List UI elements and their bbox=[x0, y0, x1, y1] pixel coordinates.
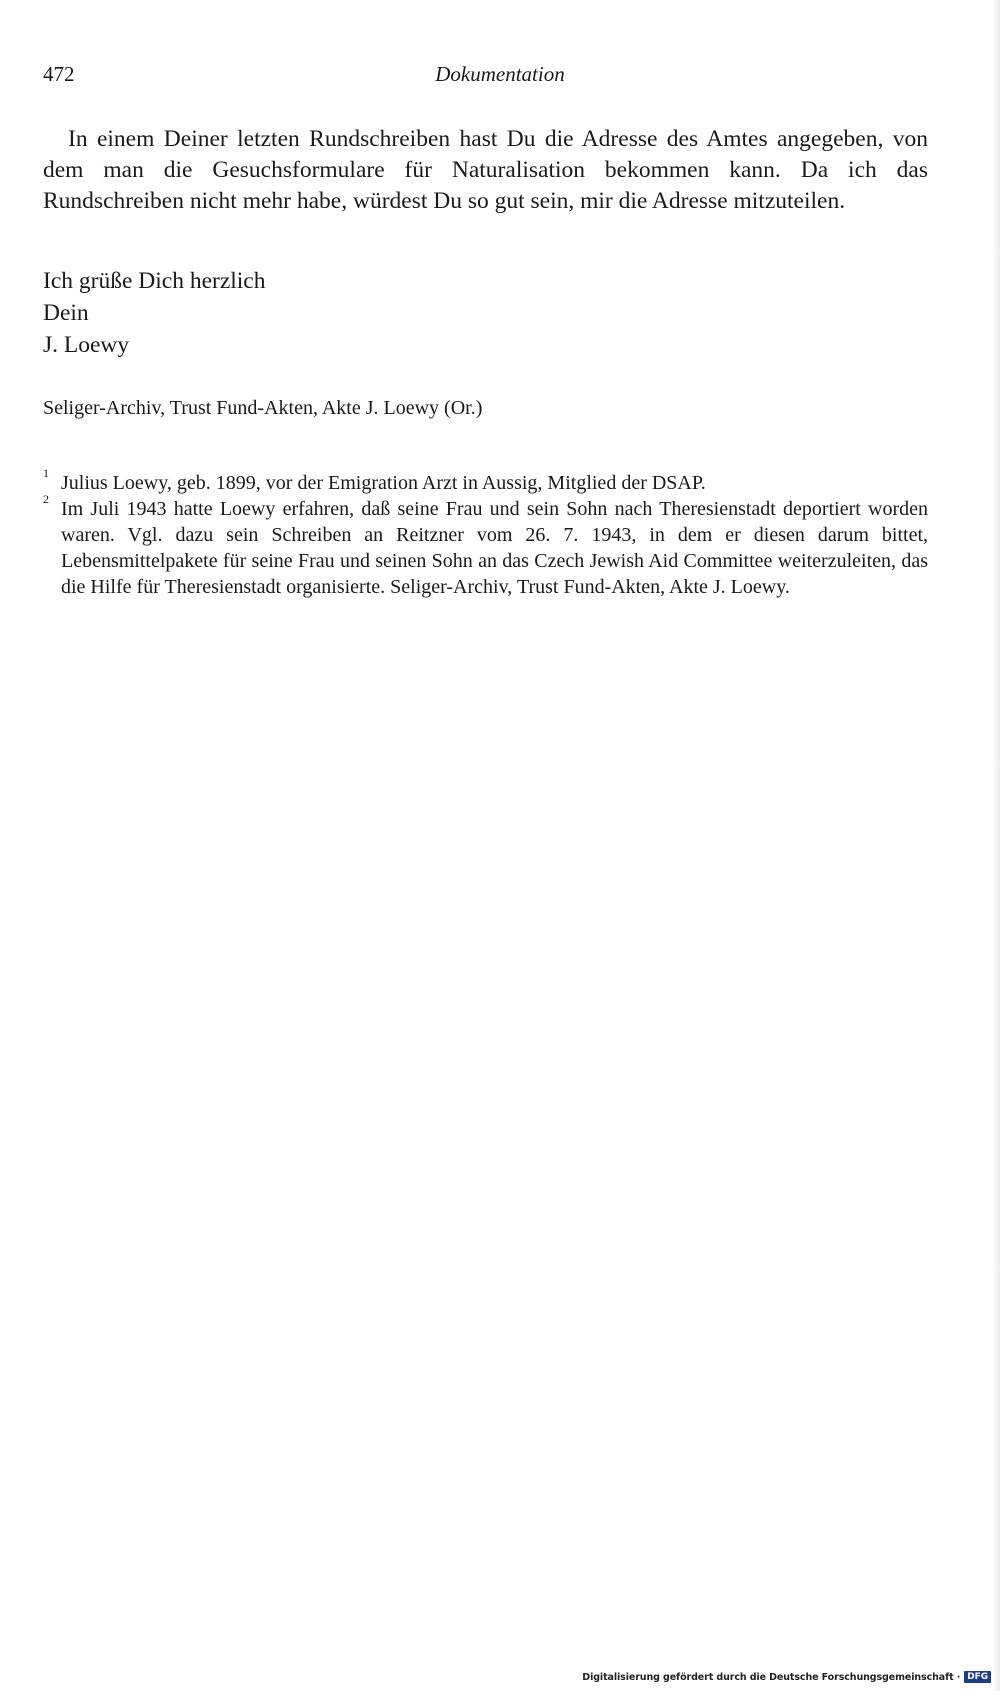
running-head: Dokumentation bbox=[435, 62, 565, 86]
footnote-text: Im Juli 1943 hatte Loewy erfahren, daß seine Frau und sein Sohn nach Theresienstadt deportiert worden waren. Vgl. dazu sein Schreiben an Reitzner vom 26. 7. 1943, in dem er diesen darum bittet, Lebensmittelpakete für seine Frau und seinen Sohn an das Czech Jewish Aid Committee weiterzuleiten, das die Hilfe für Theresienstadt organisierte. Seliger-Archiv, Trust Fund-Akten, Akte J. Loewy. bbox=[61, 498, 928, 598]
footnotes-list bbox=[43, 466, 928, 600]
page-edge-shadow bbox=[992, 0, 1000, 1691]
digitization-notice bbox=[582, 1671, 991, 1683]
footnote-mark: 2 bbox=[43, 492, 49, 506]
footnote-mark: 1 bbox=[43, 466, 49, 480]
letter-paragraph: In einem Deiner letzten Rundschreiben hast Du die Adresse des Amtes angegeben, von dem man die Gesuchsformulare für Naturalisation bekommen kann. Da ich das Rundschreiben nicht mehr habe, würdest Du so gut sein, mir die Adresse mitzuteilen. bbox=[43, 126, 928, 214]
closing-signature: J. Loewy bbox=[43, 332, 130, 358]
source-citation: Seliger-Archiv, Trust Fund-Akten, Akte J. Loewy (Or.) bbox=[43, 397, 483, 419]
footnote-1 bbox=[43, 466, 928, 496]
digitization-notice-text: Digitalisierung gefördert durch die Deutsche Forschungsgemeinschaft · bbox=[582, 1671, 961, 1683]
dfg-logo-icon: DFG bbox=[964, 1671, 991, 1683]
page-number: 472 bbox=[43, 62, 75, 86]
closing-valediction: Dein bbox=[43, 300, 89, 326]
footnote-text: Julius Loewy, geb. 1899, vor der Emigration Arzt in Aussig, Mitglied der DSAP. bbox=[61, 472, 706, 494]
footnote-2 bbox=[43, 492, 928, 600]
letter-closing bbox=[43, 265, 643, 361]
closing-greeting: Ich grüße Dich herzlich bbox=[43, 268, 266, 294]
